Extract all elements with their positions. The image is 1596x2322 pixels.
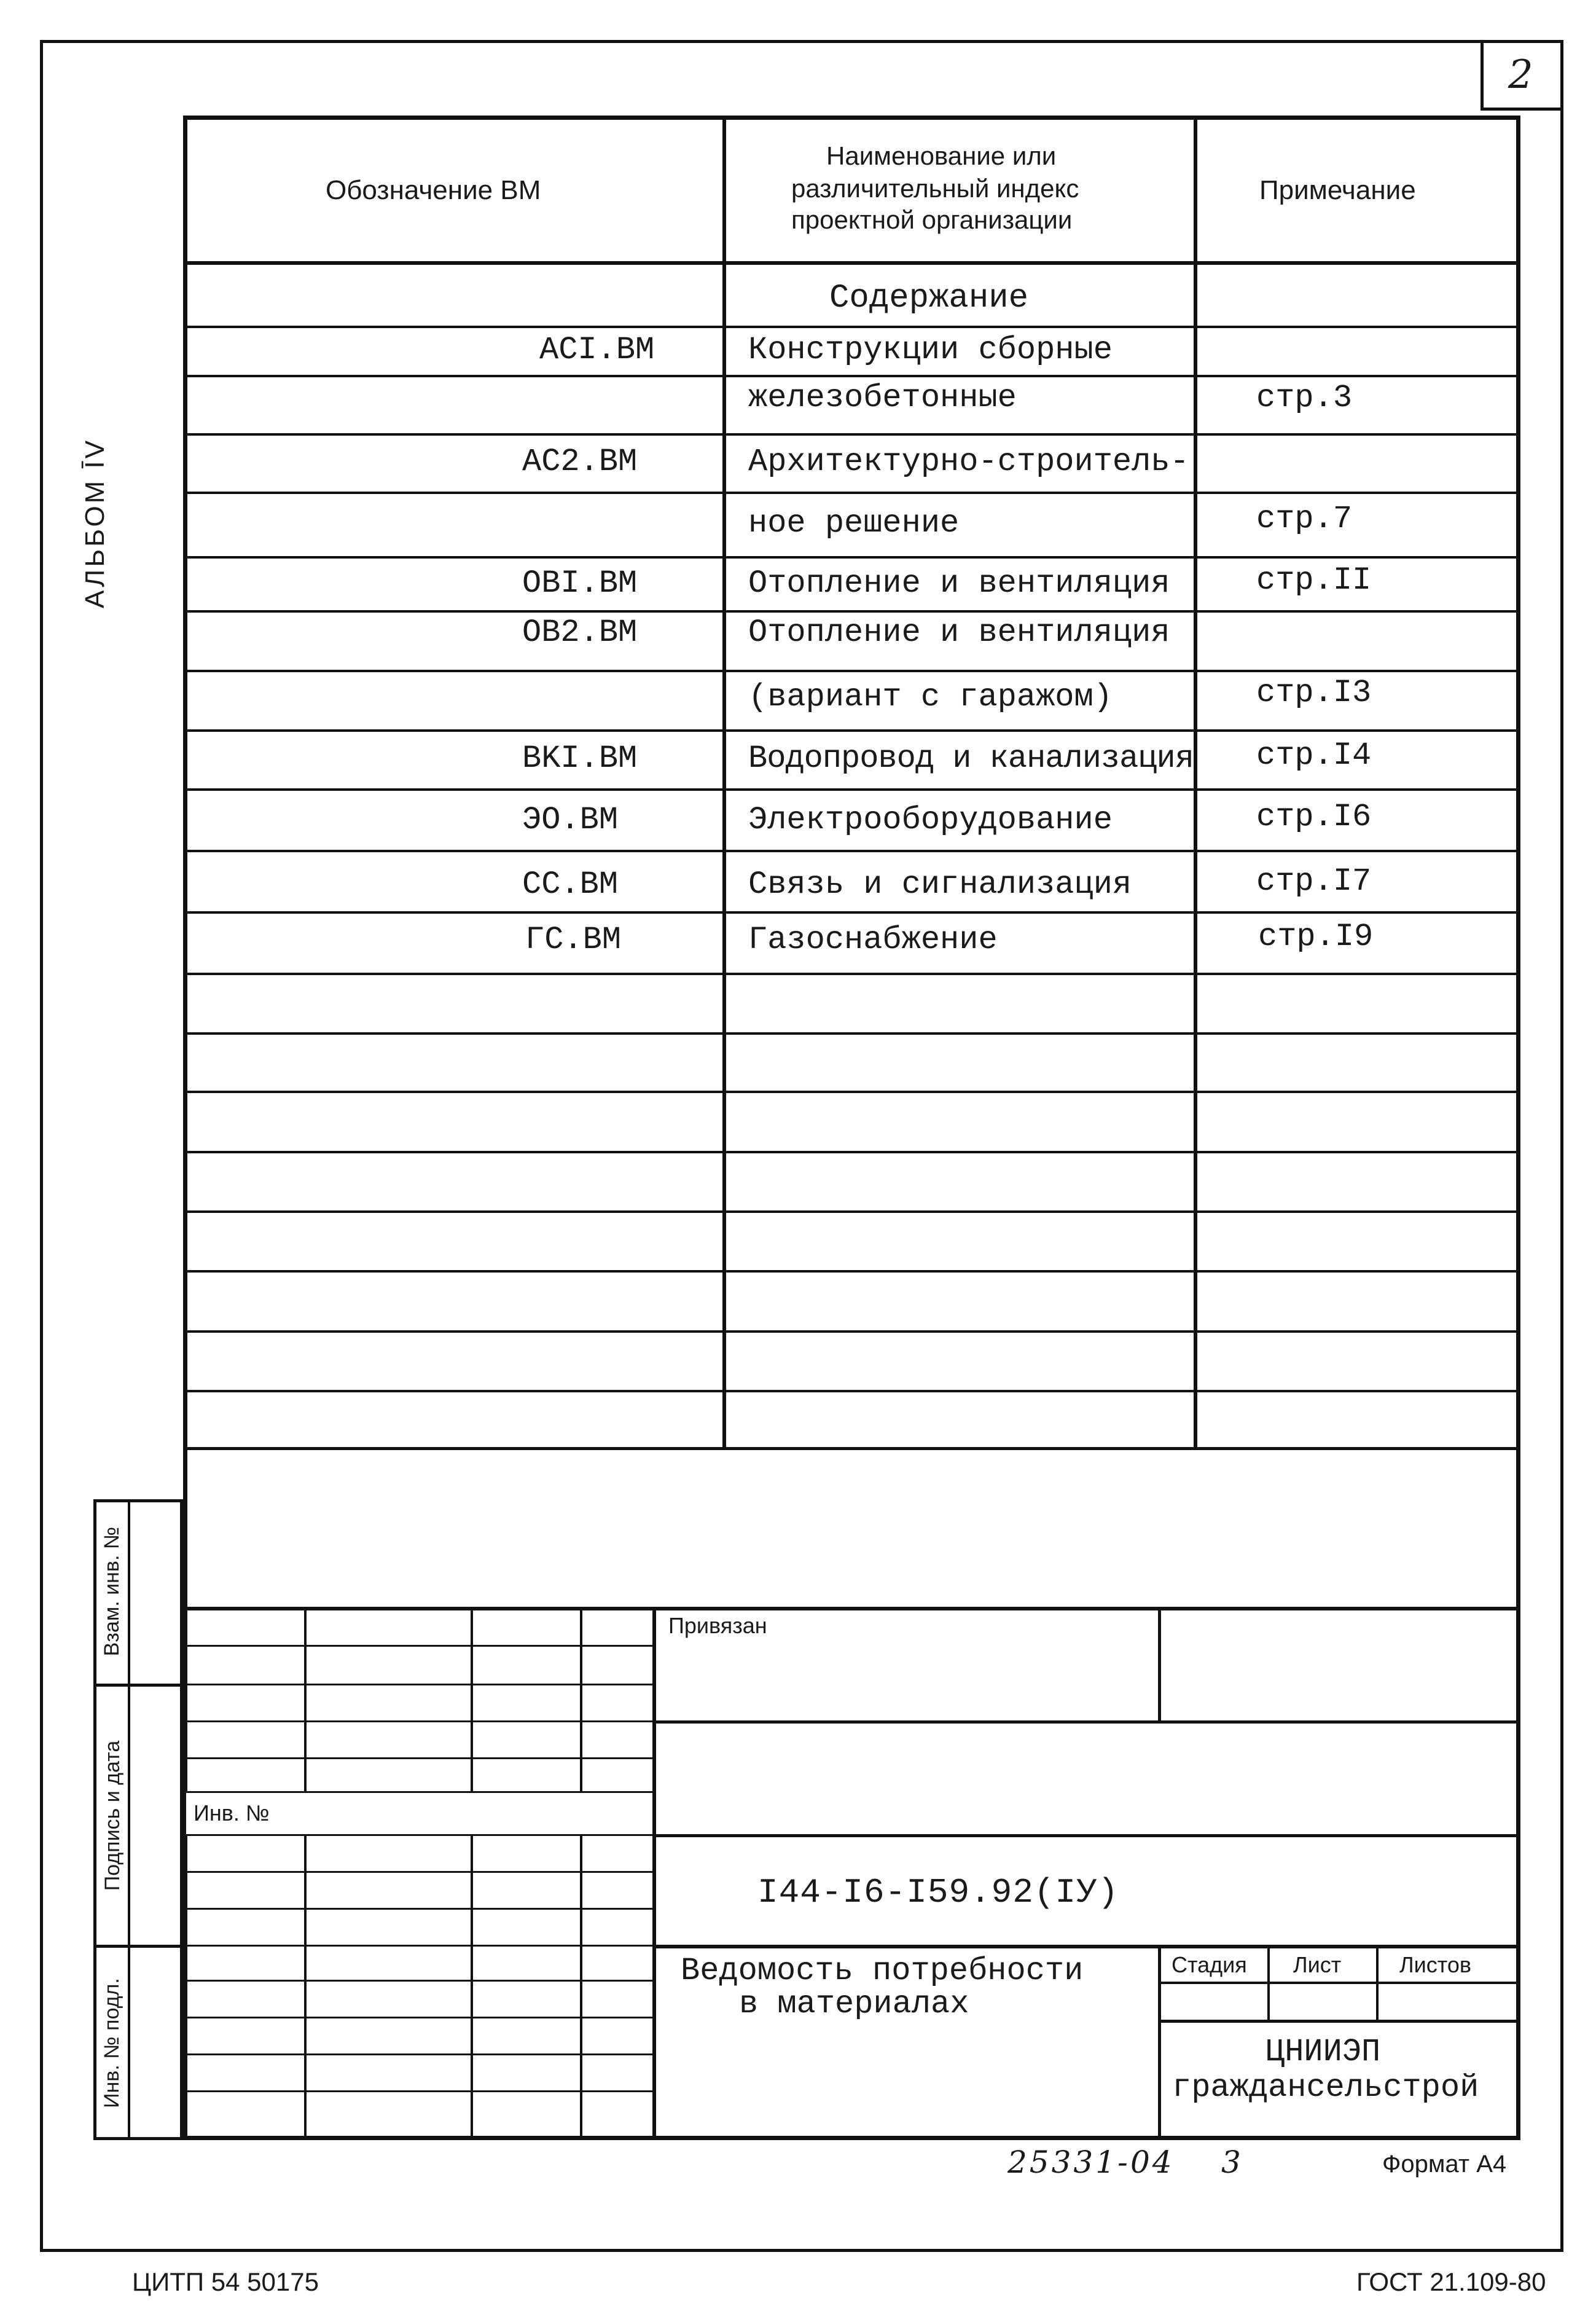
sig-row (183, 2053, 655, 2055)
row-line (183, 911, 1520, 914)
org-line1: ЦНИИЭП (1265, 2034, 1381, 2070)
title-block-top (183, 1607, 1520, 1610)
sig-row (183, 2017, 655, 2018)
row-note: стр.I6 (1256, 799, 1372, 835)
row-line (183, 375, 1520, 377)
row-code: CC.BM (522, 866, 619, 903)
left-code: ЦИТП 54 50175 (132, 2267, 319, 2296)
doc-code: I44-I6-I59.92(IУ) (757, 1873, 1119, 1912)
row-note: стр.I7 (1256, 863, 1372, 900)
row-note: стр.I9 (1258, 919, 1374, 955)
sheet-label: Лист (1293, 1952, 1342, 1977)
side-vzam-inv: Взам. инв. № (100, 1526, 123, 1657)
handwritten-number: 25331-04 (1007, 2144, 1175, 2180)
tb-row-line (655, 1834, 1520, 1837)
row-line (183, 670, 1520, 672)
sig-row (183, 1945, 655, 1947)
row-line (183, 788, 1520, 791)
album-label: АЛЬБОМ ĪV (80, 437, 110, 608)
row-line (183, 610, 1520, 613)
row-code: BKI.BM (522, 740, 638, 777)
sig-col (580, 1607, 582, 2140)
row-name: Архитектурно-строитель- (748, 444, 1189, 480)
row-name: Водопровод и канализация (748, 740, 1194, 777)
row-name: железобетонные (748, 380, 1017, 416)
row-name: Конструкции сборные (748, 332, 1113, 368)
tb-row-line (655, 1720, 1520, 1724)
row-name: Электрооборудование (748, 802, 1113, 838)
side-podpis-data: Подпись и дата (101, 1740, 124, 1891)
sheet-number: 2 (1508, 52, 1533, 98)
col-divider-2 (1194, 116, 1197, 1449)
org-line2: граждансельстрой (1172, 2069, 1479, 2106)
doc-title-line2: в материалах (739, 1986, 969, 2022)
privyazan-label: Привязан (668, 1613, 767, 1638)
row-note: стр.II (1256, 562, 1372, 598)
row-line (183, 1091, 1520, 1093)
sig-col (304, 1607, 307, 2140)
doc-title-line1: Ведомость потребности (681, 1953, 1084, 1989)
row-code: ЭО.BM (522, 802, 619, 838)
row-code: ГС.BM (525, 922, 622, 958)
row-line (183, 1210, 1520, 1213)
header-name-line2: различительный индекс (791, 174, 1079, 203)
sig-row (183, 1684, 655, 1685)
row-line (183, 1151, 1520, 1153)
sig-col (652, 1607, 656, 2140)
row-name: Связь и сигнализация (748, 866, 1132, 903)
handwritten-sheet: 3 (1221, 2144, 1241, 2180)
row-name: Отопление и вентиляция (748, 565, 1170, 602)
format-label: Формат А4 (1382, 2151, 1507, 2178)
header-designation: Обозначение ВМ (326, 175, 541, 205)
row-line (183, 850, 1520, 852)
row-name: Отопление и вентиляция (748, 614, 1170, 651)
sig-col (471, 1607, 473, 2140)
row-code: OBI.BM (522, 565, 638, 602)
row-note: стр.7 (1256, 501, 1353, 537)
sig-row (183, 1980, 655, 1982)
row-line (183, 729, 1520, 732)
row-line (183, 1032, 1520, 1035)
side-stamp-divider (93, 1945, 183, 1948)
row-name: Газоснабжение (748, 922, 998, 958)
side-inv-podl: Инв. № подл. (100, 1978, 123, 2108)
sig-row (183, 1908, 655, 1910)
tb-privyazan-divider (1158, 1607, 1161, 1720)
sheets-label: Листов (1399, 1952, 1471, 1977)
row-note: стр.3 (1256, 380, 1353, 416)
header-name-line1: Наименование или (826, 141, 1057, 170)
header-name-line3: проектной организации (791, 205, 1073, 234)
gost-label: ГОСТ 21.109-80 (1356, 2267, 1546, 2296)
sig-row (183, 1834, 655, 1836)
row-note: стр.I3 (1256, 675, 1372, 711)
row-code: OB2.BM (522, 614, 638, 651)
row-code: ACI.BM (539, 332, 655, 368)
col-divider-1 (722, 116, 726, 1449)
sig-row (183, 1871, 655, 1873)
row-line (183, 326, 1520, 328)
sig-row (183, 1645, 655, 1647)
sig-row (183, 2090, 655, 2092)
row-line (183, 433, 1520, 436)
inv-no-label: Инв. № (194, 1800, 270, 1826)
tb-row-line (655, 1945, 1520, 1948)
side-stamp-divider (93, 1684, 183, 1687)
header-note: Примечание (1259, 175, 1416, 205)
stage-grid-row (1158, 1982, 1520, 1984)
table-bottom-line (183, 1447, 1520, 1450)
row-line (183, 556, 1520, 559)
sig-row (183, 1757, 655, 1759)
stage-grid-left (1158, 1945, 1161, 2140)
row-note: стр.I4 (1256, 737, 1372, 774)
row-line (183, 492, 1520, 494)
row-line (183, 973, 1520, 975)
row-name: (вариант с гаражом) (748, 679, 1113, 715)
side-stamp-inner-divider (128, 1499, 130, 2140)
row-name: ное решение (748, 505, 960, 541)
section-title: Содержание (829, 280, 1029, 317)
sig-row (183, 1720, 655, 1722)
stage-label: Стадия (1172, 1952, 1247, 1977)
row-line (183, 1390, 1520, 1392)
row-line (183, 1270, 1520, 1273)
stage-grid-row (1158, 2020, 1520, 2023)
header-bottom-line (183, 261, 1520, 265)
row-line (183, 1330, 1520, 1333)
row-code: AC2.BM (522, 444, 638, 480)
